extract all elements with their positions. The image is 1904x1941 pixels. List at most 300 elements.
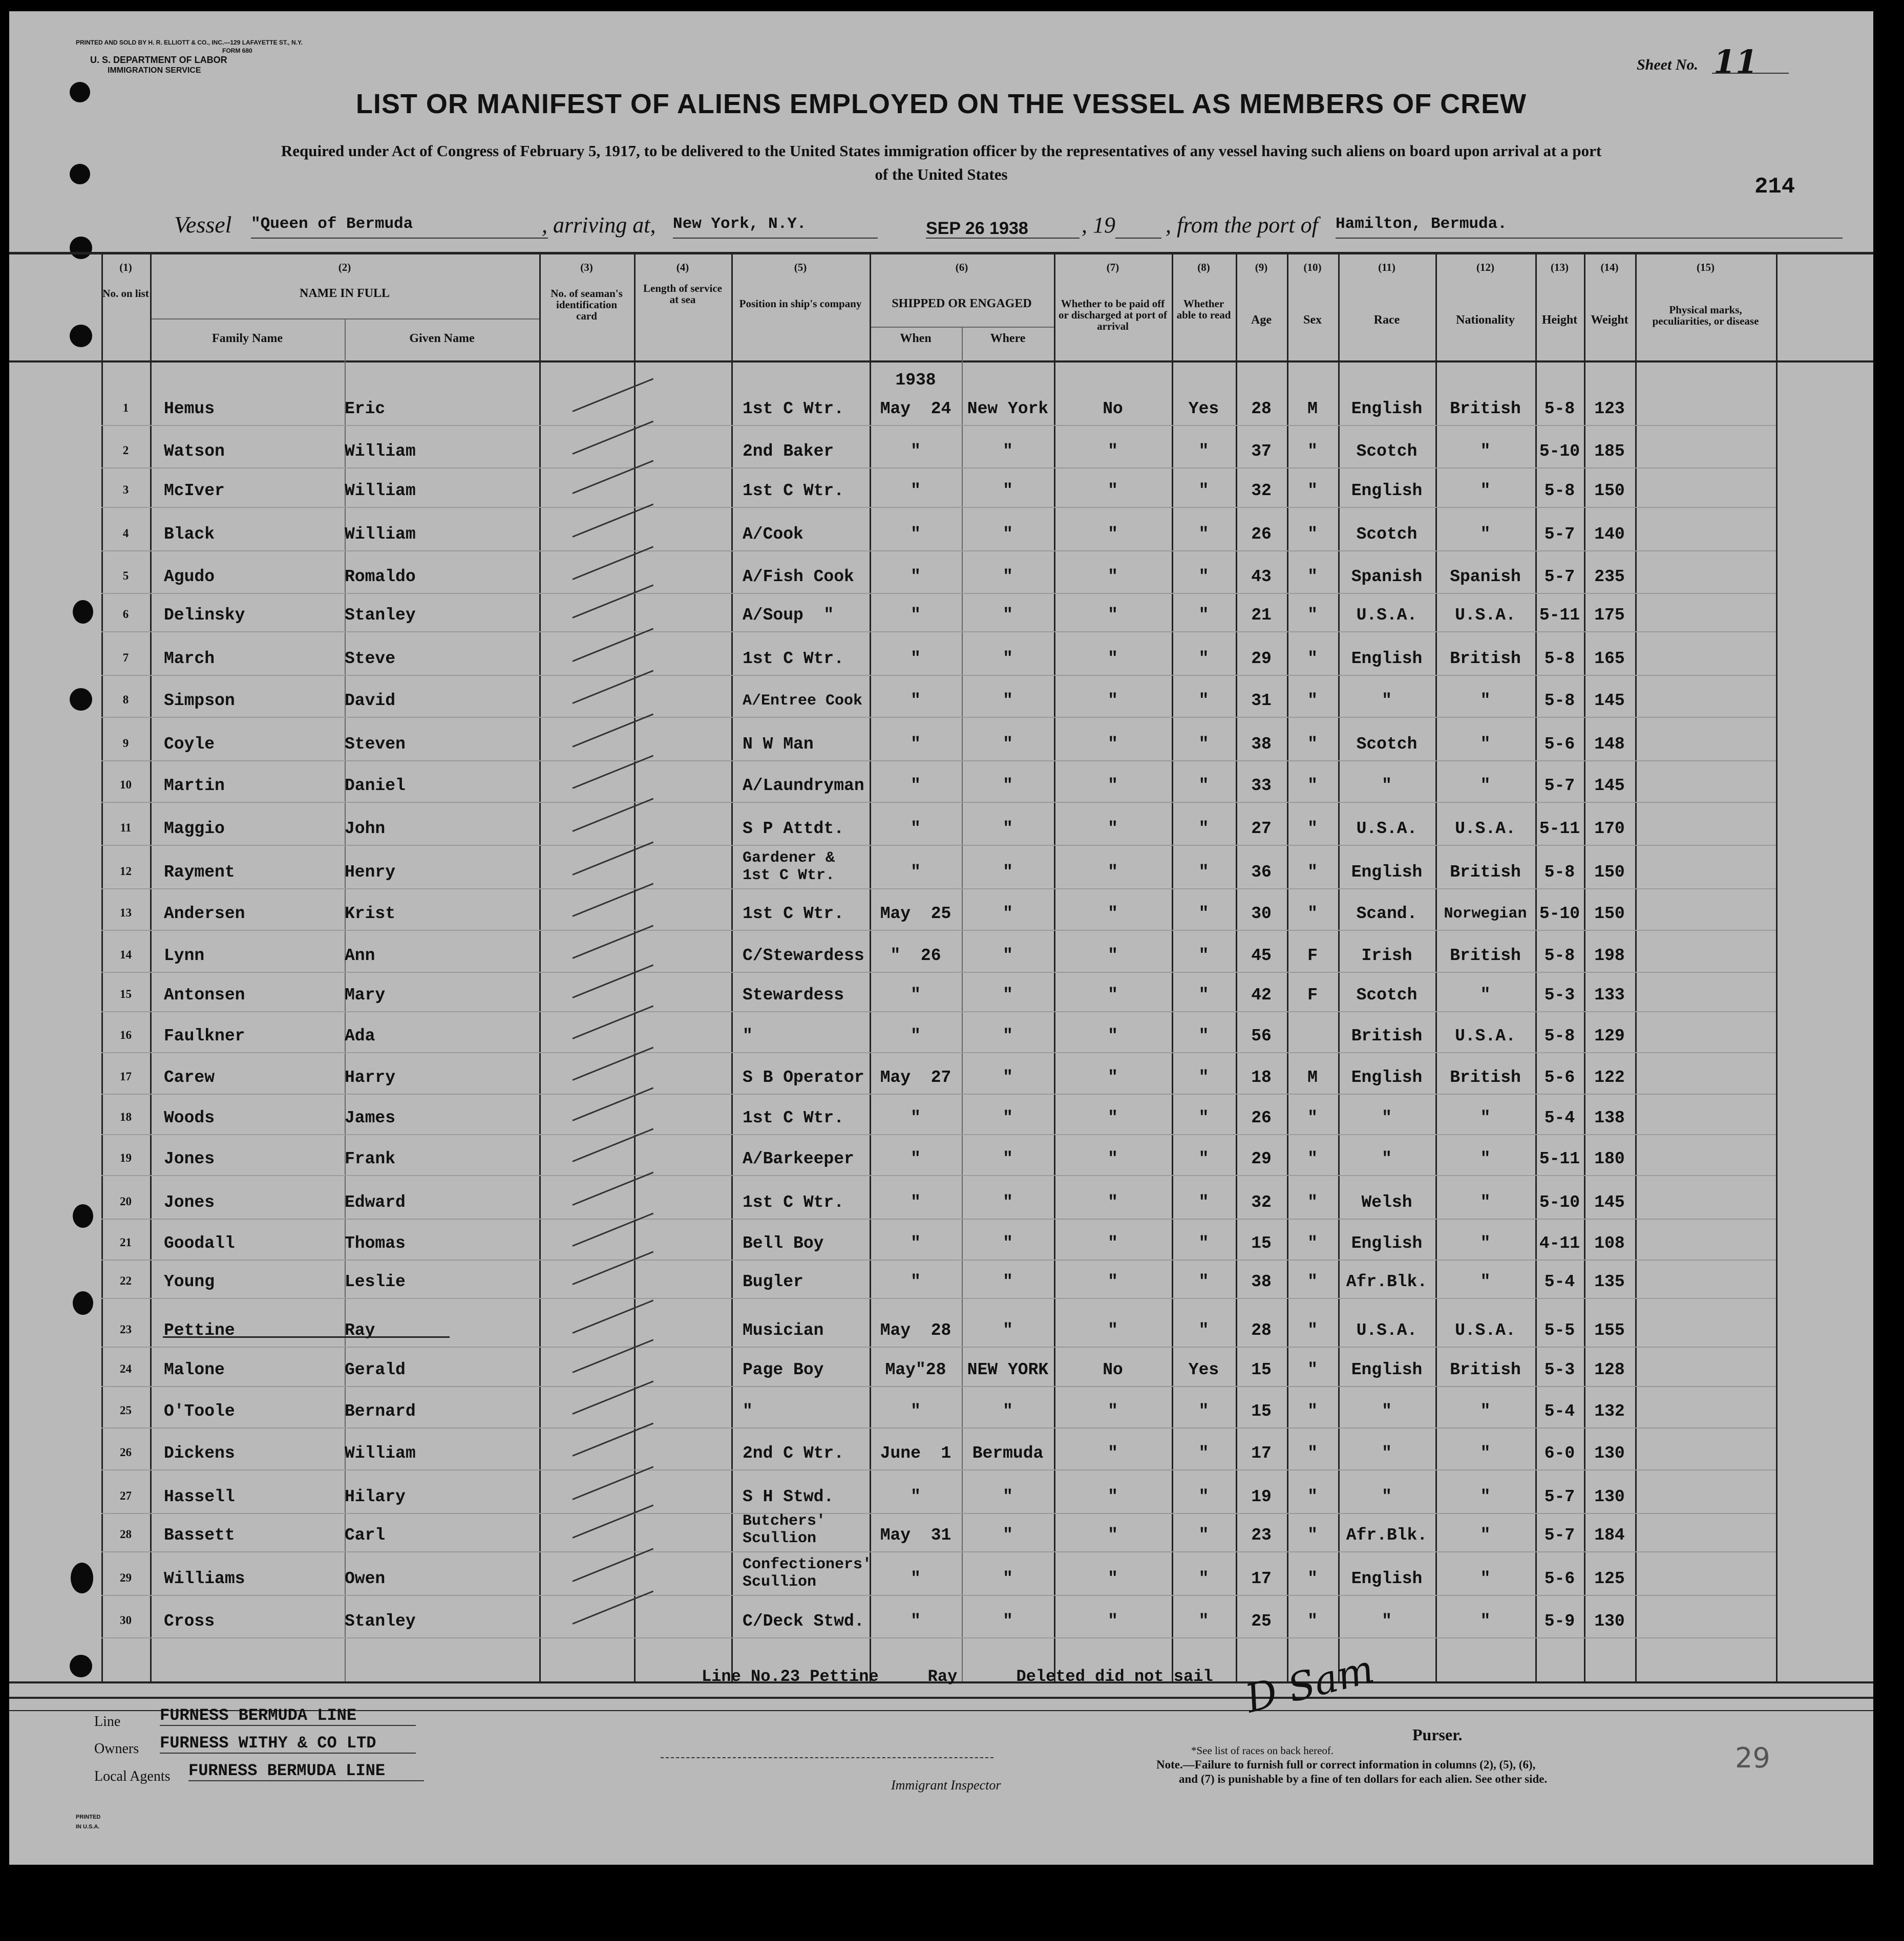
cell-position: S B Operator — [743, 1068, 864, 1087]
cell-family: Woods — [164, 1108, 215, 1127]
cell-age: 28 — [1251, 1321, 1272, 1340]
cell-given: William — [345, 525, 416, 544]
cell-age: 56 — [1251, 1027, 1272, 1046]
cell-read: " — [1198, 481, 1209, 500]
cell-height: 5-6 — [1544, 1068, 1575, 1087]
cell-height: 5-11 — [1539, 606, 1580, 625]
cell-sex: " — [1307, 1612, 1318, 1631]
department-name: U. S. DEPARTMENT OF LABOR — [90, 55, 227, 65]
cell-where: " — [1003, 1108, 1013, 1127]
cell-age: 29 — [1251, 1149, 1272, 1168]
cell-nationality: " — [1480, 1444, 1491, 1463]
cell-weight: 165 — [1594, 649, 1625, 668]
cell-where: " — [1003, 904, 1013, 923]
cell-nationality: " — [1480, 1149, 1491, 1168]
cell-sex: " — [1307, 863, 1318, 882]
cell-height: 5-8 — [1544, 481, 1575, 500]
cell-given: Ada — [345, 1027, 375, 1046]
arriving-port: New York, N.Y. — [673, 215, 807, 233]
cell-paid: " — [1108, 1444, 1118, 1463]
cell-paid: " — [1108, 1321, 1118, 1340]
cell-position: " — [743, 1027, 753, 1046]
check-mark-icon — [572, 1299, 653, 1333]
cell-race: English — [1351, 1068, 1423, 1087]
check-mark-icon — [572, 1251, 653, 1285]
cell-when: May 24 — [880, 399, 951, 418]
cell-position: Confectioners' Scullion — [743, 1556, 872, 1591]
table-top-rule — [9, 252, 1873, 254]
punch-hole — [73, 600, 93, 624]
cell-height: 5-7 — [1544, 525, 1575, 544]
cell-weight: 150 — [1594, 904, 1625, 923]
cell-nationality: U.S.A. — [1455, 1321, 1516, 1340]
cell-when: " — [911, 1027, 921, 1046]
document-title: LIST OR MANIFEST OF ALIENS EMPLOYED ON THE VESSEL AS MEMBERS OF CREW — [355, 89, 1527, 119]
cell-paid: " — [1108, 776, 1118, 795]
cell-height: 5-6 — [1544, 1569, 1575, 1588]
cell-position: A/Soup " — [743, 606, 834, 625]
cell-nationality: British — [1450, 649, 1521, 668]
cell-sex: M — [1307, 1068, 1318, 1087]
cell-nationality: British — [1450, 946, 1521, 965]
header-paid-off: Whether to be paid off or discharged at port of arrival — [1059, 297, 1167, 332]
cell-race: Scotch — [1356, 442, 1418, 461]
punch-hole — [71, 1563, 93, 1593]
cell-read: " — [1198, 691, 1209, 710]
cell-race: Scotch — [1356, 986, 1418, 1005]
cell-no: 22 — [120, 1274, 132, 1287]
cell-no: 11 — [120, 821, 132, 834]
cell-where: " — [1003, 481, 1013, 500]
cell-paid: " — [1108, 1027, 1118, 1046]
cell-age: 37 — [1251, 442, 1272, 461]
cell-no: 29 — [120, 1571, 132, 1584]
form-number: FORM 680 — [222, 47, 252, 54]
cell-given: Romaldo — [345, 567, 416, 586]
cell-given: Daniel — [345, 776, 406, 795]
cell-given: Ray — [345, 1321, 375, 1340]
cell-position: 1st C Wtr. — [743, 904, 844, 923]
cell-when: " — [911, 1487, 921, 1506]
cell-age: 19 — [1251, 1487, 1272, 1506]
header-length-service: Length of service at sea — [643, 282, 722, 306]
header-weight: Weight — [1591, 313, 1628, 327]
cell-no: 24 — [120, 1362, 132, 1375]
cell-race: English — [1351, 399, 1423, 418]
cell-read: " — [1198, 1569, 1209, 1588]
cell-paid: " — [1108, 1234, 1118, 1253]
cell-given: Stanley — [345, 1612, 416, 1631]
manifest-sheet: PRINTED AND SOLD BY H. R. ELLIOTT & CO., INC.—129 LAFAYETTE ST., N.Y. FORM 680 U. S. DEPARTMENT OF LABOR IMMIGRATION SERVICE Sheet No. 11 LIST OR MANIFEST OF ALIENS EMPLOYED ON THE VESSEL AS MEMBERS OF CREW Required under Act of Congress of February 5, 1917, to be delivered to the United States immigration officer by the representatives of any vessel having such aliens on board upon arrival at a port of the United States 214 Vessel "Queen of Bermuda , arriving at, New York, N.Y. SEP 26 1938 , 19 , from the port of Hamilton, Bermuda. (1) (2) (3) (4) (5) (6) (7) (8) (9) (10) (11) (12) (13) (14) (15) No. on list NAME IN FULL Family Name Given Name No. of seaman's identification card Length of service at sea Position in ship's company SHIPPED OR ENGAGED When Where Whether to be paid off or discharged at port of arrival Whether able to read Age Sex Race Nationality Height Weight Physical marks, peculiarities, or disease 1938 1 Hemus Eric 1st C Wtr. May 24 New York No Yes 28 M English British 5-8 123 2 Watson William 2nd Baker " " " " 37 " Scotch " 5-10 185 3 McIver William 1st C Wtr. " " " " 32 " English " 5-8 150 4 Black William A/Cook " " " " 26 " Scotch " 5-7 140 5 Agudo Romaldo A/Fish Cook " " " " 43 " Spanish Spanish 5-7 235 6 Delinsky Stanley A/Soup " " " " " 21 " U.S.A. U.S.A. 5-11 175 7 March Steve 1st C Wtr. " " " " 29 " English British 5-8 165 8 Simpson David A/Entree Cook " " " " 31 " " " 5-8 145 9 Coyle Steven N W Man " " " " 38 " Scotch " 5-6 148 10 Martin Daniel A/Laundryman " " " " 33 " " " 5-7 145 11 Maggio John S P Attdt. " " " " 27 " U.S.A. U.S.A. 5-11 170 12 Rayment Henry Gardener & 1st C Wtr. " " " " 36 " English British 5-8 150 13 Andersen Krist 1st C Wtr. May 25 " " " 30 " Scand. Norwegian 5-10 150 14 Lynn Ann C/Stewardess " 26 " " " 45 F Irish British 5-8 198 15 Antonsen Mary Stewardess " " " " 42 F Scotch " 5-3 133 16 Faulkner Ada " " " " " 56 British U.S.A. 5-8 129 17 Carew Harry S B Operator May 27 " " " 18 M English British 5-6 122 18 Woods James 1st C Wtr. " " " " 26 " " " 5-4 138 19 Jones Frank A/Barkeeper " " " " 29 " " " 5-11 180 20 Jones Edward 1st C Wtr. " " " " 32 " Welsh " 5-10 145 21 Goodall Thomas Bell Boy " " " " 15 " English " 4-11 108 22 Young Leslie Bugler " " " " 38 " Afr.Blk. " 5-4 135 23 Pettine Ray Musician May 28 " " " 28 " U.S.A. U.S.A. 5-5 155 24 Malone Gerald Page Boy May"28 NEW YORK No Yes 15 " English British 5-3 128 25 O'Toole Bernard " " " " " 15 " " " 5-4 132 26 Dickens William 2nd C Wtr. June 1 Bermuda " " 17 " " " 6-0 130 27 Hassell Hilary S H Stwd. " " " " 19 " " " 5-7 130 28 Bassett Carl Butchers' Scullion May 31 " " " 23 " Afr.Blk. " 5-7 184 29 Williams Owen Confectioners' Scullion " " " " 17 " English " 5-6 125 30 Cross Stanley C/Deck Stwd. " " " " 25 " " " 5-9 130 Line No.23 Pettine Ray Deleted did not sail Line FURNESS BERMUDA LINE Owners FURNESS WITHY & CO LTD Local Agents FURNESS BERMUDA LINE PRINTED IN U.S.A. Immigrant Inspector D Sam Purser. *See list of races on back hereof. Note.—Failure to furnish full or correct information in columns (2), (5), (6), and (7) is punishable by a fine of ten dollars for each alien. See other side. 29 — [9, 11, 1873, 1865]
cell-race: English — [1351, 863, 1423, 882]
cell-position: Bugler — [743, 1272, 803, 1291]
cell-read: " — [1198, 863, 1209, 882]
cell-height: 5-10 — [1539, 1193, 1580, 1212]
cell-given: Frank — [345, 1149, 396, 1168]
cell-weight: 128 — [1594, 1360, 1625, 1379]
cell-family: Watson — [164, 442, 225, 461]
cell-no: 30 — [120, 1614, 132, 1627]
cell-read: " — [1198, 1108, 1209, 1127]
cell-read: " — [1198, 1068, 1209, 1087]
cell-family: Bassett — [164, 1526, 235, 1545]
punch-hole — [70, 325, 92, 347]
cell-height: 5-10 — [1539, 904, 1580, 923]
cell-nationality: U.S.A. — [1455, 606, 1516, 625]
cell-family: Young — [164, 1272, 215, 1291]
cell-where: " — [1003, 863, 1013, 882]
check-mark-icon — [572, 628, 653, 662]
cell-height: 5-8 — [1544, 1027, 1575, 1046]
cell-when: May"28 — [885, 1360, 946, 1379]
cell-paid: " — [1108, 1149, 1118, 1168]
cell-nationality: " — [1480, 1569, 1491, 1588]
header-when: When — [900, 332, 932, 345]
cell-nationality: " — [1480, 776, 1491, 795]
cell-weight: 145 — [1594, 1193, 1625, 1212]
cell-position: " — [743, 1402, 753, 1421]
cell-sex: " — [1307, 1526, 1318, 1545]
cell-where: Bermuda — [972, 1444, 1044, 1463]
cell-age: 31 — [1251, 691, 1272, 710]
cell-when: " — [911, 1149, 921, 1168]
cell-height: 5-3 — [1544, 1360, 1575, 1379]
check-mark-icon — [572, 1005, 653, 1039]
cell-where: " — [1003, 1149, 1013, 1168]
line-label: Line — [94, 1714, 121, 1730]
strike-line-23 — [163, 1336, 450, 1338]
cell-given: William — [345, 442, 416, 461]
cell-no: 20 — [120, 1195, 132, 1208]
cell-sex: M — [1307, 399, 1318, 418]
cell-family: Goodall — [164, 1234, 235, 1253]
cell-sex: " — [1307, 1360, 1318, 1379]
cell-when: " — [911, 776, 921, 795]
cell-given: Thomas — [345, 1234, 406, 1253]
cell-height: 5-3 — [1544, 986, 1575, 1005]
from-port-label: , from the port of — [1166, 212, 1318, 238]
cell-sex: " — [1307, 1149, 1318, 1168]
cell-family: Malone — [164, 1360, 225, 1379]
cell-height: 5-11 — [1539, 1149, 1580, 1168]
cell-sex: " — [1307, 1321, 1318, 1340]
header-position: Position in ship's company — [739, 297, 862, 310]
check-mark-icon — [572, 1128, 653, 1162]
header-no-on-list: No. on list — [102, 287, 149, 300]
cell-given: Stanley — [345, 606, 416, 625]
punch-hole — [70, 688, 92, 711]
cell-position: Gardener & 1st C Wtr. — [743, 849, 835, 884]
cell-family: Jones — [164, 1149, 215, 1168]
cell-where: " — [1003, 1027, 1013, 1046]
cell-race: " — [1382, 1108, 1392, 1127]
cell-weight: 180 — [1594, 1149, 1625, 1168]
cell-nationality: " — [1480, 442, 1491, 461]
cell-when: " — [911, 481, 921, 500]
cell-height: 5-7 — [1544, 567, 1575, 586]
cell-race: English — [1351, 1360, 1423, 1379]
cell-read: " — [1198, 1487, 1209, 1506]
note-line-2: and (7) is punishable by a fine of ten dollars for each alien. See other side. — [1179, 1773, 1548, 1785]
cell-paid: " — [1108, 1108, 1118, 1127]
cell-family: Cross — [164, 1612, 215, 1631]
cell-paid: " — [1108, 606, 1118, 625]
cell-no: 27 — [120, 1489, 132, 1502]
cell-no: 10 — [120, 778, 132, 791]
cell-paid: " — [1108, 819, 1118, 838]
cell-position: A/Fish Cook — [743, 567, 854, 586]
cell-position: 2nd Baker — [743, 442, 834, 461]
cell-age: 18 — [1251, 1068, 1272, 1087]
cell-family: McIver — [164, 481, 225, 500]
cell-no: 13 — [120, 906, 132, 919]
cell-height: 5-9 — [1544, 1612, 1575, 1631]
cell-age: 25 — [1251, 1612, 1272, 1631]
cell-position: 1st C Wtr. — [743, 1193, 844, 1212]
cell-when: " — [911, 442, 921, 461]
cell-height: 5-5 — [1544, 1321, 1575, 1340]
cell-position: C/Deck Stwd. — [743, 1612, 864, 1631]
cell-position: C/Stewardess — [743, 946, 864, 965]
header-shipped: SHIPPED OR ENGAGED — [892, 297, 1032, 310]
check-mark-icon — [572, 503, 653, 537]
cell-height: 5-4 — [1544, 1108, 1575, 1127]
cell-given: William — [345, 1444, 416, 1463]
cell-age: 32 — [1251, 1193, 1272, 1212]
punch-hole — [73, 1291, 93, 1315]
cell-age: 32 — [1251, 481, 1272, 500]
cell-sex: " — [1307, 606, 1318, 625]
cell-read: " — [1198, 1234, 1209, 1253]
header-read: Whether able to read — [1176, 297, 1231, 321]
cell-race: U.S.A. — [1356, 1321, 1418, 1340]
cell-weight: 135 — [1594, 1272, 1625, 1291]
cell-sex: " — [1307, 442, 1318, 461]
check-mark-icon — [572, 1548, 653, 1582]
cell-paid: " — [1108, 946, 1118, 965]
cell-read: " — [1198, 946, 1209, 965]
cell-read: Yes — [1188, 399, 1219, 418]
cell-where: NEW YORK — [967, 1360, 1049, 1379]
cell-given: Mary — [345, 986, 386, 1005]
cell-position: Musician — [743, 1321, 824, 1340]
cell-family: Carew — [164, 1068, 215, 1087]
punch-hole — [70, 237, 92, 259]
vessel-name: "Queen of Bermuda — [251, 215, 413, 233]
cell-no: 9 — [122, 737, 129, 750]
cell-weight: 133 — [1594, 986, 1625, 1005]
cell-given: Krist — [345, 904, 396, 923]
cell-where: " — [1003, 606, 1013, 625]
cell-family: Delinsky — [164, 606, 245, 625]
cell-age: 23 — [1251, 1526, 1272, 1545]
cell-read: " — [1198, 1149, 1209, 1168]
cell-race: Scand. — [1356, 904, 1418, 923]
cell-when: May 31 — [880, 1526, 951, 1545]
cell-weight: 170 — [1594, 819, 1625, 838]
document-subtitle: Required under Act of Congress of February 5, 1917, to be delivered to the United States immigration officer by the representatives of any vessel having such aliens on board upon arrival at a port of the United States — [281, 142, 1602, 183]
cell-nationality: British — [1450, 863, 1521, 882]
cell-weight: 130 — [1594, 1487, 1625, 1506]
cell-position: A/Barkeeper — [743, 1149, 854, 1168]
cell-given: William — [345, 481, 416, 500]
cell-position: A/Cook — [743, 525, 803, 544]
cell-sex: " — [1307, 1108, 1318, 1127]
cell-race: English — [1351, 649, 1423, 668]
cell-race: U.S.A. — [1356, 606, 1418, 625]
cell-given: John — [345, 819, 386, 838]
cell-given: Hilary — [345, 1487, 406, 1506]
cell-read: Yes — [1188, 1360, 1219, 1379]
vessel-label: Vessel — [174, 211, 232, 238]
cell-where: " — [1003, 735, 1013, 754]
cell-read: " — [1198, 1193, 1209, 1212]
year-label: , 19 — [1082, 212, 1115, 238]
cell-where: " — [1003, 1487, 1013, 1506]
cell-nationality: Norwegian — [1444, 905, 1527, 923]
service-name: IMMIGRATION SERVICE — [108, 66, 201, 75]
cell-paid: " — [1108, 1402, 1118, 1421]
punch-hole — [73, 1204, 93, 1228]
cell-sex: " — [1307, 1234, 1318, 1253]
cell-race: Scotch — [1356, 735, 1418, 754]
agents-label: Local Agents — [94, 1768, 171, 1784]
cell-sex: F — [1307, 946, 1318, 965]
cell-when: " — [911, 1108, 921, 1127]
header-id-card: No. of seaman's identification card — [551, 287, 623, 322]
corner-mark: 29 — [1735, 1742, 1770, 1774]
cell-nationality: " — [1480, 735, 1491, 754]
cell-when: " — [911, 819, 921, 838]
cell-nationality: " — [1480, 1402, 1491, 1421]
deleted-note: Line No.23 Pettine Ray Deleted did not sail — [702, 1667, 1213, 1686]
cell-where: " — [1003, 1068, 1013, 1087]
cell-no: 12 — [120, 865, 132, 878]
cell-position: N W Man — [743, 735, 814, 754]
cell-race: U.S.A. — [1356, 819, 1418, 838]
header-age: Age — [1251, 313, 1272, 327]
cell-no: 26 — [120, 1446, 132, 1459]
cell-nationality: British — [1450, 1068, 1521, 1087]
check-mark-icon — [572, 1171, 653, 1205]
year-row: 1938 — [895, 371, 936, 390]
cell-sex: " — [1307, 735, 1318, 754]
cell-read: " — [1198, 1272, 1209, 1291]
cell-nationality: " — [1480, 1193, 1491, 1212]
check-mark-icon — [572, 460, 653, 494]
cell-given: Gerald — [345, 1360, 406, 1379]
cell-sex: " — [1307, 481, 1318, 500]
cell-height: 5-8 — [1544, 691, 1575, 710]
cell-paid: " — [1108, 863, 1118, 882]
cell-nationality: " — [1480, 1234, 1491, 1253]
page-number: 214 — [1754, 174, 1795, 200]
cell-read: " — [1198, 1612, 1209, 1631]
cell-no: 2 — [122, 444, 129, 457]
cell-paid: " — [1108, 735, 1118, 754]
cell-no: 3 — [122, 483, 129, 496]
note-line-1: Note.—Failure to furnish full or correct information in columns (2), (5), (6), — [1156, 1758, 1536, 1771]
cell-read: " — [1198, 735, 1209, 754]
cell-when: " — [911, 525, 921, 544]
cell-when: " 26 — [890, 946, 941, 965]
cell-position: S H Stwd. — [743, 1487, 834, 1506]
cell-race: Afr.Blk. — [1346, 1526, 1428, 1545]
cell-paid: " — [1108, 442, 1118, 461]
cell-race: " — [1382, 691, 1392, 710]
check-mark-icon — [572, 378, 653, 412]
arrival-date: SEP 26 1938 — [926, 219, 1028, 238]
cell-read: " — [1198, 904, 1209, 923]
cell-weight: 150 — [1594, 863, 1625, 882]
races-note: *See list of races on back hereof. — [1191, 1744, 1334, 1757]
cell-sex: " — [1307, 649, 1318, 668]
owners-value: FURNESS WITHY & CO LTD — [160, 1734, 416, 1754]
cell-weight: 150 — [1594, 481, 1625, 500]
cell-when: " — [911, 1402, 921, 1421]
cell-sex: " — [1307, 1487, 1318, 1506]
cell-nationality: " — [1480, 1487, 1491, 1506]
cell-where: " — [1003, 567, 1013, 586]
cell-height: 5-8 — [1544, 946, 1575, 965]
cell-where: " — [1003, 819, 1013, 838]
cell-given: James — [345, 1108, 396, 1127]
cell-no: 1 — [122, 401, 129, 414]
cell-weight: 145 — [1594, 776, 1625, 795]
cell-age: 26 — [1251, 1108, 1272, 1127]
purser-signature: D Sam — [1241, 1646, 1379, 1722]
cell-position: 2nd C Wtr. — [743, 1444, 844, 1463]
cell-paid: " — [1108, 649, 1118, 668]
cell-where: New York — [967, 399, 1049, 418]
cell-height: 5-10 — [1539, 442, 1580, 461]
cell-nationality: U.S.A. — [1455, 1027, 1516, 1046]
cell-when: " — [911, 863, 921, 882]
cell-race: " — [1382, 1612, 1392, 1631]
cell-paid: " — [1108, 1068, 1118, 1087]
cell-given: David — [345, 691, 396, 710]
check-mark-icon — [572, 798, 653, 831]
cell-nationality: British — [1450, 1360, 1521, 1379]
cell-age: 17 — [1251, 1444, 1272, 1463]
cell-paid: " — [1108, 1487, 1118, 1506]
owners-label: Owners — [94, 1741, 139, 1757]
cell-paid: " — [1108, 525, 1118, 544]
cell-read: " — [1198, 1027, 1209, 1046]
cell-position: A/Laundryman — [743, 776, 864, 795]
cell-given: Owen — [345, 1569, 386, 1588]
cell-where: " — [1003, 1569, 1013, 1588]
cell-no: 14 — [120, 948, 132, 961]
cell-where: " — [1003, 986, 1013, 1005]
cell-where: " — [1003, 1526, 1013, 1545]
cell-nationality: " — [1480, 1108, 1491, 1127]
cell-sex: " — [1307, 904, 1318, 923]
cell-read: " — [1198, 1402, 1209, 1421]
cell-when: June 1 — [880, 1444, 951, 1463]
cell-given: Edward — [345, 1193, 406, 1212]
cell-read: " — [1198, 442, 1209, 461]
cell-when: " — [911, 1569, 921, 1588]
cell-sex: " — [1307, 819, 1318, 838]
sheet-label: Sheet No. — [1637, 56, 1698, 73]
cell-when: " — [911, 606, 921, 625]
cell-weight: 122 — [1594, 1068, 1625, 1087]
cell-family: Simpson — [164, 691, 235, 710]
cell-weight: 148 — [1594, 735, 1625, 754]
cell-when: " — [911, 1193, 921, 1212]
cell-where: " — [1003, 649, 1013, 668]
